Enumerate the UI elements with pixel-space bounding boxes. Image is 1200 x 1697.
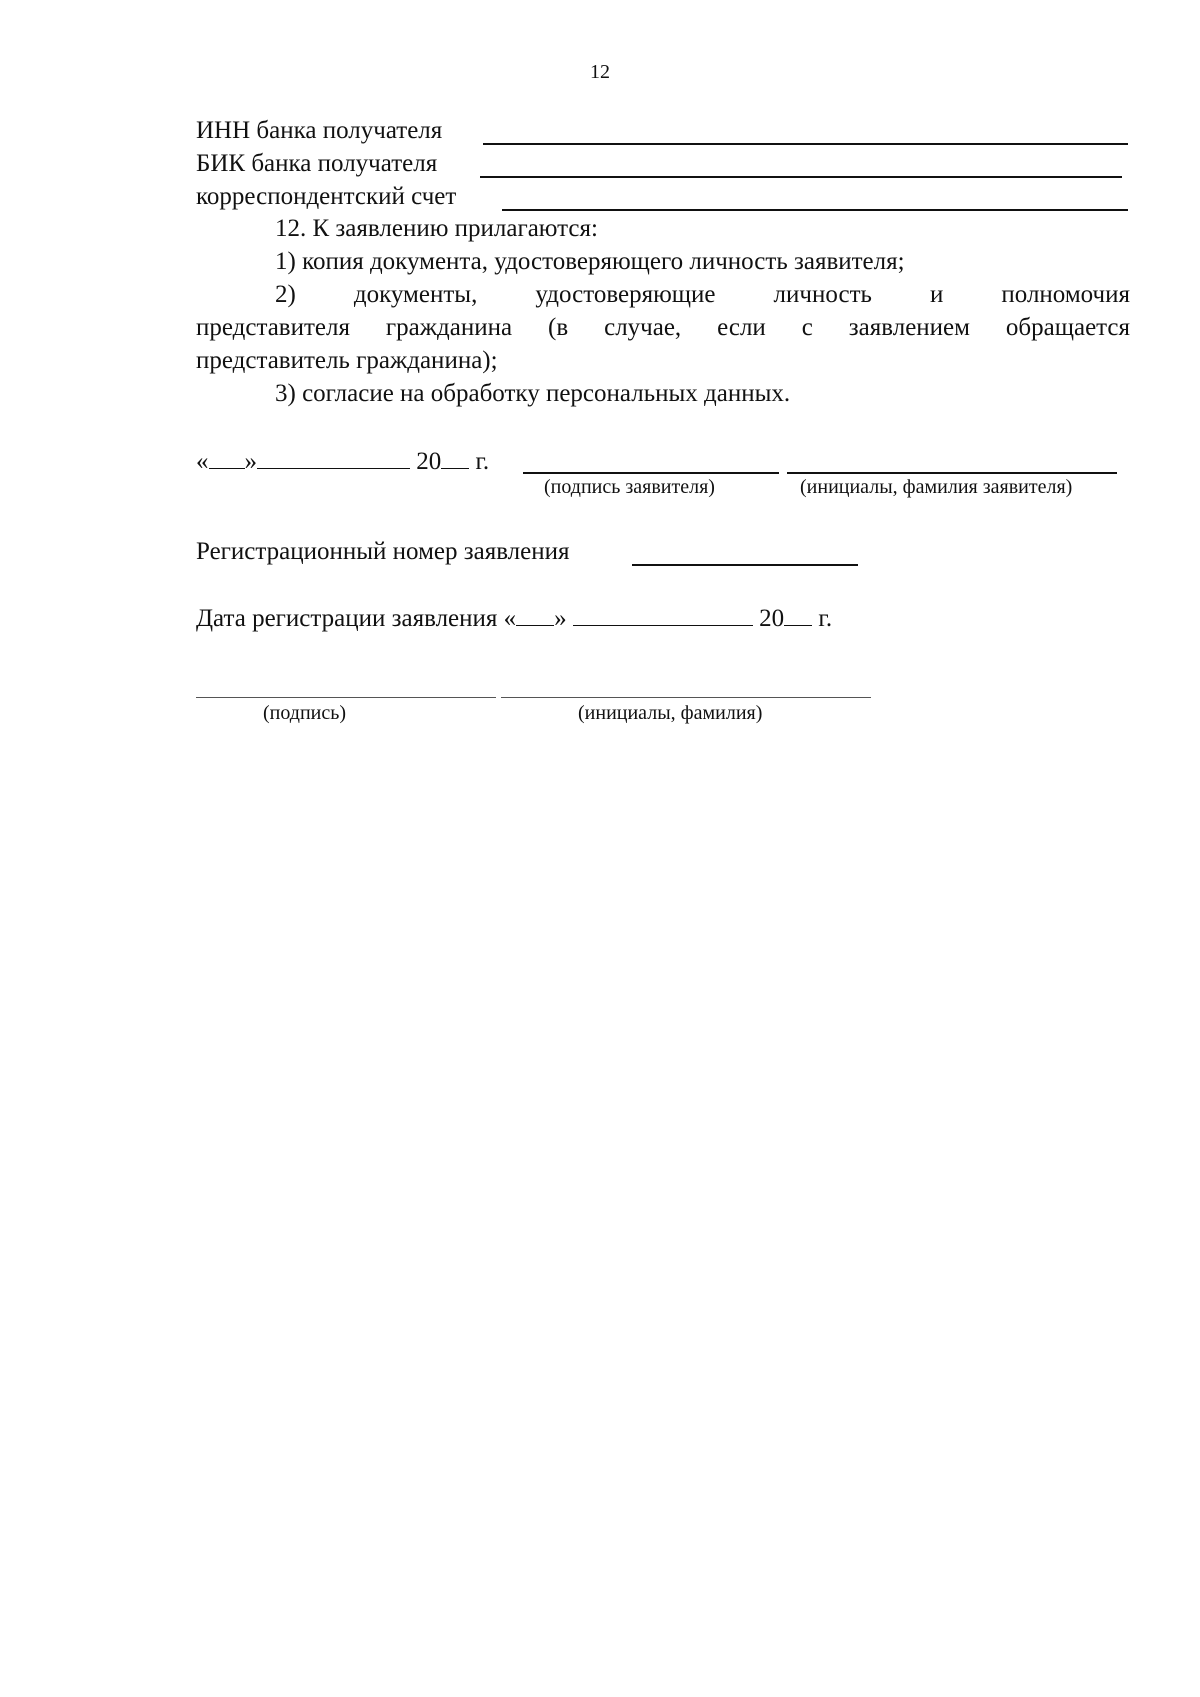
word: личность — [773, 281, 872, 308]
word: и — [929, 281, 944, 308]
word: удостоверяющие — [535, 281, 716, 308]
registration-number-label: Регистрационный номер заявления — [196, 538, 570, 565]
day-blank — [516, 603, 554, 626]
open-quote: « — [196, 448, 209, 475]
inn-field-line — [483, 143, 1128, 145]
registration-date-label: Дата регистрации заявления « — [196, 605, 517, 632]
year-blank — [784, 603, 812, 626]
page-number: 12 — [590, 61, 610, 83]
applicant-signature-line — [523, 472, 779, 474]
attachment-item-3: 3) согласие на обработку персональных данных. — [275, 380, 791, 407]
bik-field-line — [480, 176, 1122, 178]
attachment-item-2-line2: представителя гражданина (в случае, если с заявлением обращается — [196, 314, 1130, 341]
year-suffix: г. — [818, 605, 833, 632]
close-quote: » — [244, 448, 257, 475]
year-prefix: 20 — [416, 448, 442, 475]
year-suffix: г. — [475, 448, 490, 475]
word: полномочия — [1001, 281, 1130, 308]
word: 2) — [275, 281, 296, 308]
registration-number-line — [632, 564, 858, 566]
official-signature-caption: (подпись) — [263, 702, 347, 724]
application-date-row — [196, 446, 489, 477]
corr-account-label: корреспондентский счет — [196, 183, 457, 210]
registration-date-row — [196, 603, 832, 634]
inn-label: ИНН банка получателя — [196, 117, 443, 144]
year-prefix: 20 — [759, 605, 785, 632]
month-blank — [573, 603, 753, 626]
applicant-name-line — [787, 472, 1117, 474]
month-blank — [257, 446, 410, 469]
applicant-signature-caption: (подпись заявителя) — [544, 476, 715, 498]
corr-account-field-line — [502, 209, 1128, 211]
applicant-name-caption: (инициалы, фамилия заявителя) — [800, 476, 1073, 498]
official-name-line — [501, 697, 871, 698]
bik-label: БИК банка получателя — [196, 150, 438, 177]
attachment-item-2-line1 — [275, 280, 1130, 310]
official-name-caption: (инициалы, фамилия) — [578, 702, 763, 724]
attachment-item-1: 1) копия документа, удостоверяющего личность заявителя; — [275, 248, 905, 275]
official-signature-line — [196, 697, 496, 698]
word: документы, — [353, 281, 478, 308]
close-quote: » — [554, 605, 567, 632]
day-blank — [209, 446, 245, 469]
attachment-item-2-line3: представитель гражданина); — [196, 347, 498, 374]
year-blank — [441, 446, 469, 469]
attachments-heading: 12. К заявлению прилагаются: — [275, 215, 598, 242]
